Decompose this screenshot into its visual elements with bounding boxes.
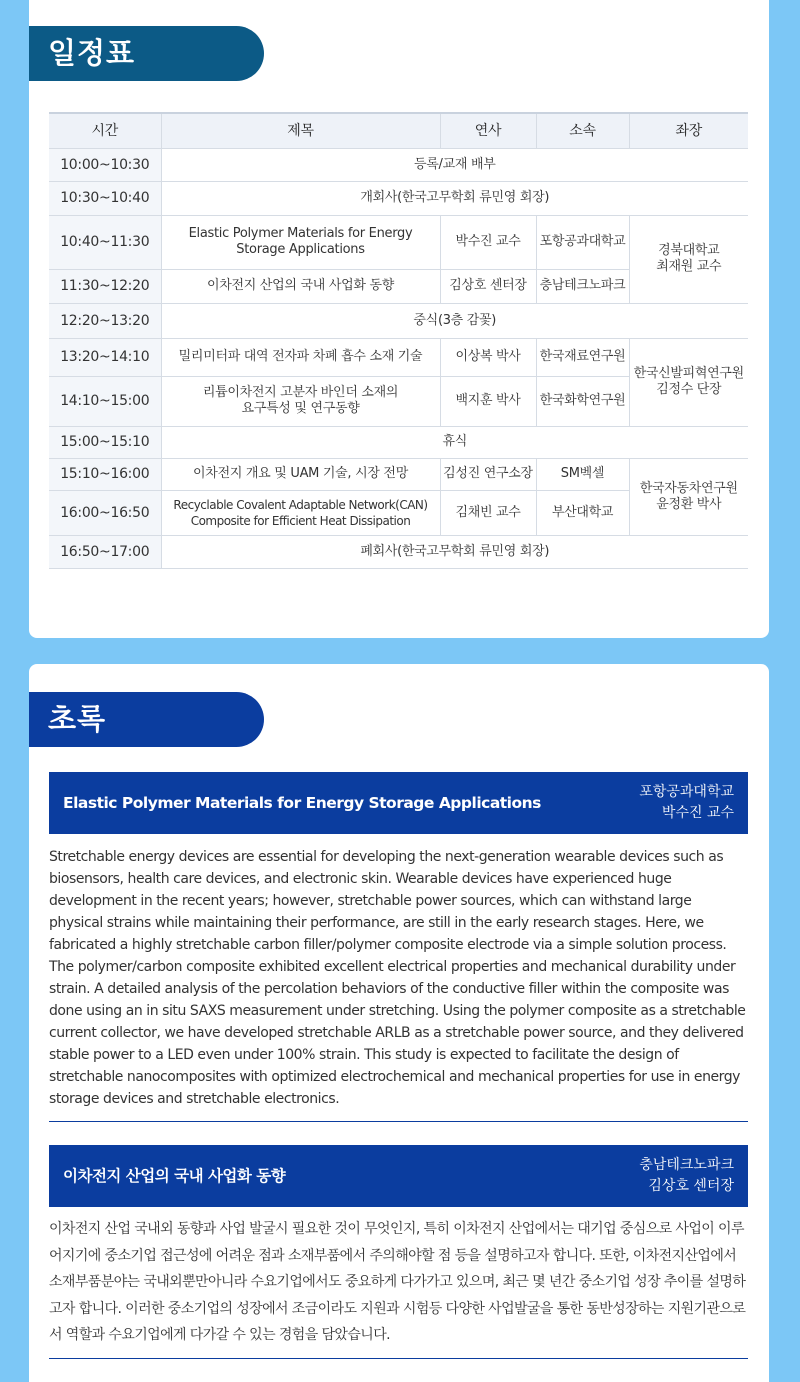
- abstract-author: [639, 1155, 734, 1197]
- abstract-divider: [49, 1358, 748, 1359]
- chair-cell: 한국신발피혁연구원 김정수 단장: [629, 338, 748, 426]
- time-cell: 15:10~16:00: [49, 458, 161, 490]
- abstract-body: Stretchable energy devices are essential for developing the next-generation wearable devices such as biosensors, health care devices, and electronic skin. Wearable devices have experienced huge development in the recent years; however, stretchable power sources, which can withstand large physical strains while maintaining their performance, are still in the early research stages. Here, we fabricated a highly stretchable carbon filler/polymer composite electrode via a simple solution process. The polymer/carbon composite exhibited excellent electrical properties and mechanical durability under strain. A detailed analysis of the percolation behaviors of the conductive filler within the composite was done using an in situ SAXS measurement under stretching. Using the polymer composite as a stretchable current collector, we have developed stretchable ARLB as a stretchable power source, and they delivered stable power to a LED even under 100% strain. This study is expected to facilitate the design of stretchable nanocomposites with optimized electrochemical and mechanical properties for use in energy storage devices and stretchable electronics.: [49, 849, 746, 1107]
- table-row: [49, 303, 748, 338]
- event-cell: 등록/교재 배부: [161, 148, 748, 181]
- time-cell: 14:10~15:00: [49, 376, 161, 426]
- speaker-cell: 백지훈 박사: [440, 376, 536, 426]
- header-chair: 좌장: [629, 113, 748, 148]
- table-header-row: [49, 113, 748, 148]
- table-row: [49, 148, 748, 181]
- talk-title-cell: 이차전지 산업의 국내 사업화 동향: [161, 269, 440, 303]
- abstract-affiliation: 충남테크노파크: [639, 1157, 734, 1173]
- abstract-speaker: 김상호 센터장: [648, 1178, 734, 1194]
- table-row: [49, 458, 748, 490]
- header-speaker: 연사: [440, 113, 536, 148]
- speaker-cell: 김성진 연구소장: [440, 458, 536, 490]
- event-cell: 중식(3층 감꽃): [161, 303, 748, 338]
- schedule-table: [49, 112, 748, 569]
- schedule-card: [29, 0, 769, 638]
- affiliation-cell: 부산대학교: [536, 490, 629, 535]
- speaker-cell: 김상호 센터장: [440, 269, 536, 303]
- abstract-header: [49, 772, 748, 834]
- affiliation-cell: 한국재료연구원: [536, 338, 629, 376]
- event-cell: 개회사(한국고무학회 류민영 회장): [161, 181, 748, 215]
- event-cell: 휴식: [161, 426, 748, 458]
- header-title: 제목: [161, 113, 440, 148]
- talk-title-cell: 밀리미터파 대역 전자파 차폐 흡수 소재 기술: [161, 338, 440, 376]
- table-row: [49, 426, 748, 458]
- time-cell: 10:40~11:30: [49, 215, 161, 269]
- header-affiliation: 소속: [536, 113, 629, 148]
- abstracts-card: [29, 664, 769, 1382]
- abstract-body: 이차전지 산업 국내외 동향과 사업 발굴시 필요한 것이 무엇인지, 특히 이차전지 산업에서는 대기업 중심으로 사업이 이루어지기에 중소기업 접근성에 어려운 점과 소재부품에서 주의해야할 점 등을 설명하고자 합니다. 또한, 이차전지산업에서 소재부품분야는 국내외뿐만아니라 수요기업에서도 중요하게 다가가고 있으며, 최근 몇 년간 중소기업 성장 추이를 설명하고자 합니다. 이러한 중소기업의 성장에서 조금이라도 지원과 시험등 다양한 사업발굴을 통한 동반성장하는 지원기관으로서 역할과 수요기업에게 다가갈 수 있는 경험을 담았습니다.: [49, 1221, 746, 1343]
- table-row: [49, 215, 748, 269]
- abstracts-title: 초록: [29, 692, 264, 747]
- talk-title-cell: Elastic Polymer Materials for Energy Storage Applications: [161, 215, 440, 269]
- chair-cell: 경북대학교 최재원 교수: [629, 215, 748, 303]
- affiliation-cell: 충남테크노파크: [536, 269, 629, 303]
- abstract-speaker: 박수진 교수: [661, 805, 734, 821]
- time-cell: 12:20~13:20: [49, 303, 161, 338]
- time-cell: 16:50~17:00: [49, 535, 161, 568]
- event-cell: 폐회사(한국고무학회 류민영 회장): [161, 535, 748, 568]
- table-row: [49, 181, 748, 215]
- chair-cell: 한국자동차연구원 윤정환 박사: [629, 458, 748, 535]
- abstract-divider: [49, 1121, 748, 1122]
- affiliation-cell: SM벡셀: [536, 458, 629, 490]
- time-cell: 11:30~12:20: [49, 269, 161, 303]
- abstract-title: 이차전지 산업의 국내 사업화 동향: [63, 1167, 286, 1185]
- affiliation-cell: 한국화학연구원: [536, 376, 629, 426]
- speaker-cell: 김채빈 교수: [440, 490, 536, 535]
- time-cell: 10:30~10:40: [49, 181, 161, 215]
- time-cell: 15:00~15:10: [49, 426, 161, 458]
- table-row: [49, 535, 748, 568]
- time-cell: 16:00~16:50: [49, 490, 161, 535]
- abstract-author: [639, 782, 734, 824]
- time-cell: 10:00~10:30: [49, 148, 161, 181]
- abstract-title: Elastic Polymer Materials for Energy Storage Applications: [63, 794, 541, 812]
- abstract-affiliation: 포항공과대학교: [639, 784, 734, 800]
- affiliation-cell: 포항공과대학교: [536, 215, 629, 269]
- talk-title-cell: 리튬이차전지 고분자 바인더 소재의 요구특성 및 연구동향: [161, 376, 440, 426]
- table-row: [49, 338, 748, 376]
- talk-title-cell: Recyclable Covalent Adaptable Network(CAN) Composite for Efficient Heat Dissipation: [161, 490, 440, 535]
- speaker-cell: 이상복 박사: [440, 338, 536, 376]
- schedule-title: 일정표: [29, 26, 264, 81]
- time-cell: 13:20~14:10: [49, 338, 161, 376]
- header-time: 시간: [49, 113, 161, 148]
- talk-title-cell: 이차전지 개요 및 UAM 기술, 시장 전망: [161, 458, 440, 490]
- abstract-header: [49, 1145, 748, 1207]
- speaker-cell: 박수진 교수: [440, 215, 536, 269]
